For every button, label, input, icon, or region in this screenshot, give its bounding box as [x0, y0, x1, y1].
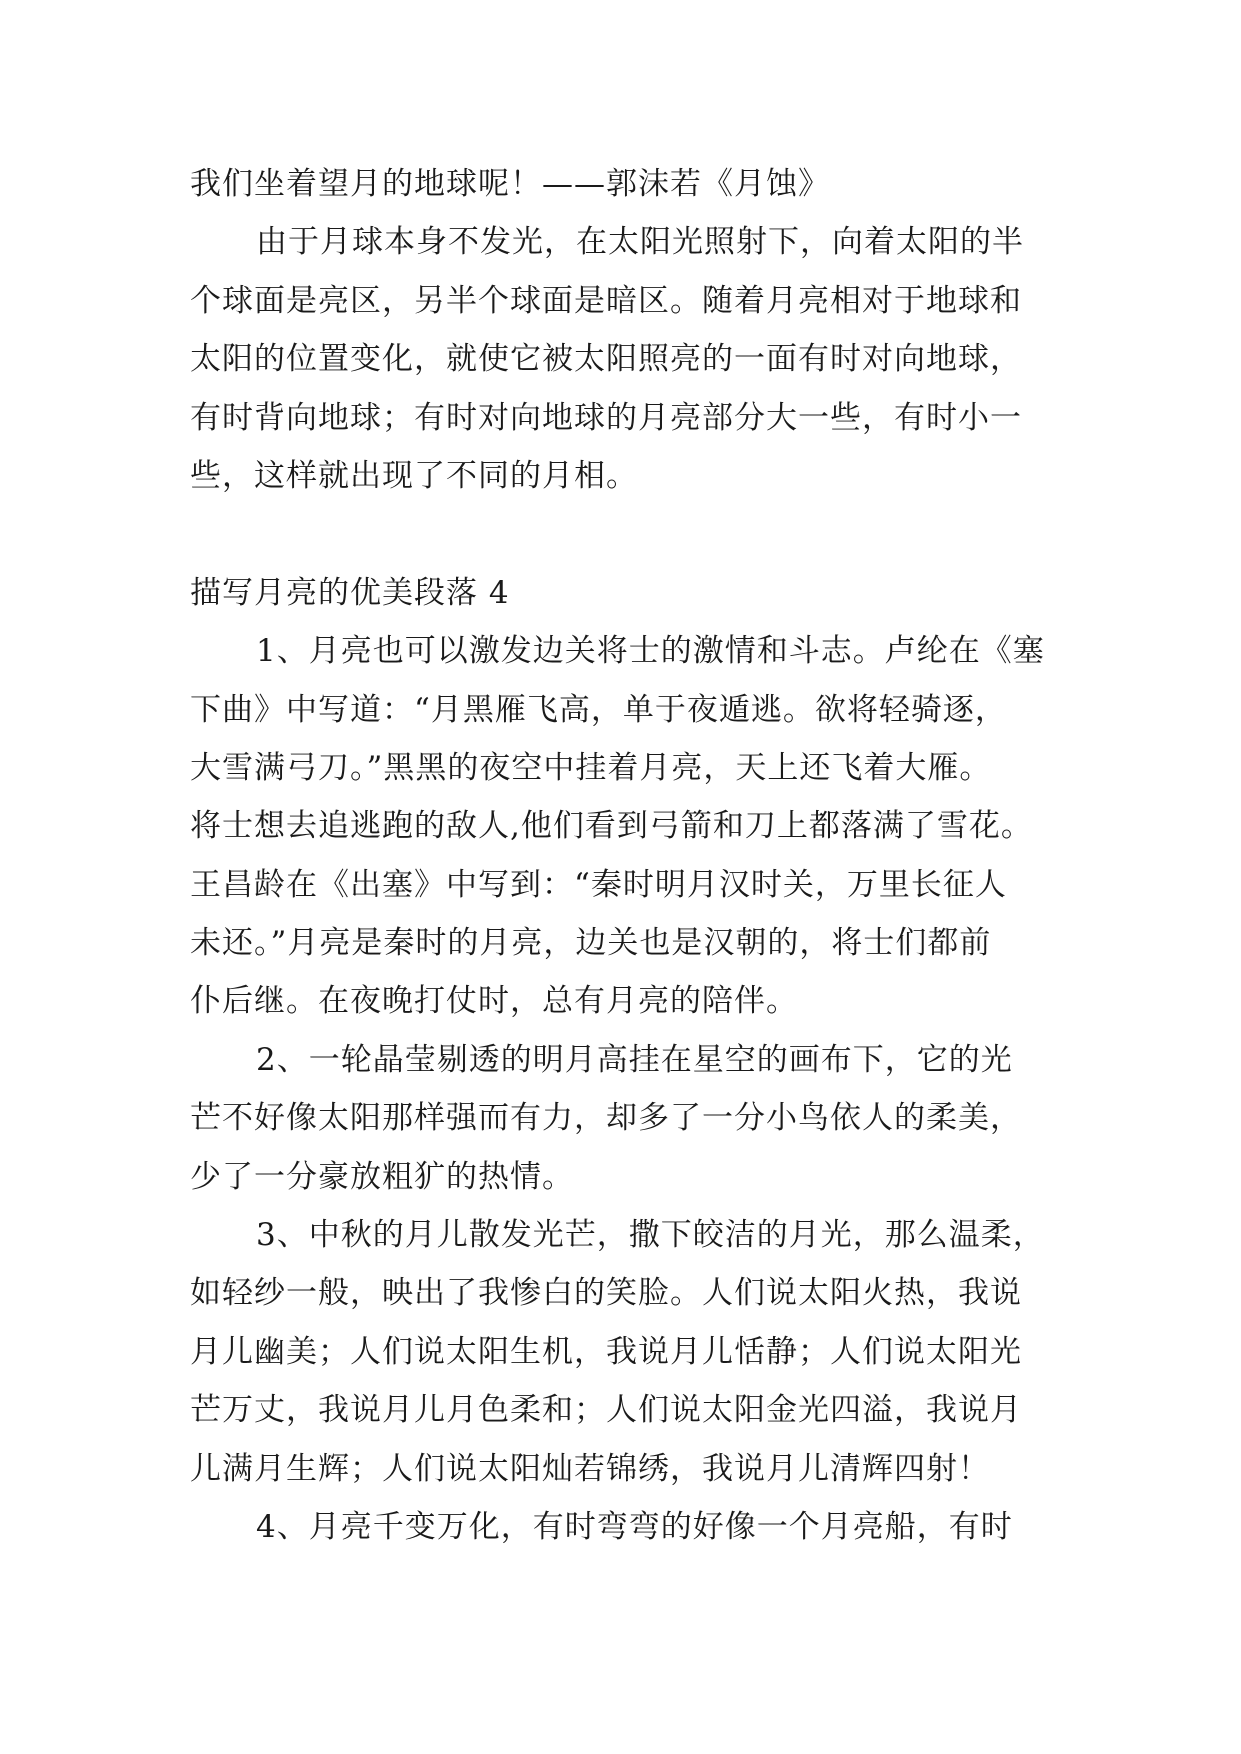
paragraph-line: 1、月亮也可以激发边关将士的激情和斗志。卢纶在《塞	[256, 633, 1045, 670]
paragraph-line: 未还。”月亮是秦时的月亮，边关也是汉朝的，将士们都前	[190, 925, 992, 962]
paragraph-line: 王昌龄在《出塞》中写到：“秦时明月汉时关，万里长征人	[190, 866, 1007, 903]
paragraph-line: 如轻纱一般，映出了我惨白的笑脸。人们说太阳火热，我说	[190, 1275, 1022, 1312]
paragraph-line: 个球面是亮区，另半个球面是暗区。随着月亮相对于地球和	[190, 282, 1022, 319]
paragraph-line: 下曲》中写道：“月黑雁飞高，单于夜遁逃。欲将轻骑逐，	[190, 691, 1007, 728]
paragraph-line: 仆后继。在夜晚打仗时，总有月亮的陪伴。	[190, 983, 798, 1020]
document-page	[190, 155, 1060, 1556]
paragraph-moon-phase	[190, 213, 1060, 505]
paragraph-line: 少了一分豪放粗犷的热情。	[190, 1158, 574, 1195]
paragraph-line: 3、中秋的月儿散发光芒，撒下皎洁的月光，那么温柔，	[256, 1217, 1045, 1254]
paragraph-line: 太阳的位置变化，就使它被太阳照亮的一面有时对向地球，	[190, 341, 1022, 378]
opening-line: 我们坐着望月的地球呢！——郭沫若《月蚀》	[190, 166, 830, 202]
paragraph-line: 月儿幽美；人们说太阳生机，我说月儿恬静；人们说太阳光	[190, 1333, 1022, 1370]
paragraph-line: 将士想去追逃跑的敌人,他们看到弓箭和刀上都落满了雪花。	[190, 808, 1033, 845]
paragraph-line: 芒不好像太阳那样强而有力，却多了一分小鸟依人的柔美，	[190, 1100, 1022, 1137]
paragraph-line: 有时背向地球；有时对向地球的月亮部分大一些，有时小一	[190, 399, 1022, 436]
paragraph-line: 芒万丈，我说月儿月色柔和；人们说太阳金光四溢，我说月	[190, 1392, 1022, 1429]
paragraph-4	[190, 1498, 1060, 1556]
blank-line	[190, 505, 1060, 563]
paragraph-line: 2、一轮晶莹剔透的明月高挂在星空的画布下，它的光	[256, 1041, 1013, 1078]
paragraph-3	[190, 1206, 1060, 1498]
paragraph-2	[190, 1031, 1060, 1206]
section-heading: 描写月亮的优美段落 4	[190, 574, 510, 611]
paragraph-line: 些，这样就出现了不同的月相。	[190, 457, 638, 494]
paragraph-line: 大雪满弓刀。”黑黑的夜空中挂着月亮，天上还飞着大雁。	[190, 749, 992, 786]
paragraph-line: 由于月球本身不发光，在太阳光照射下，向着太阳的半	[256, 224, 1024, 261]
paragraph-line: 4、月亮千变万化，有时弯弯的好像一个月亮船，有时	[256, 1508, 1013, 1545]
paragraph-line: 儿满月生辉；人们说太阳灿若锦绣，我说月儿清辉四射！	[190, 1450, 990, 1487]
paragraph-1	[190, 622, 1060, 1031]
